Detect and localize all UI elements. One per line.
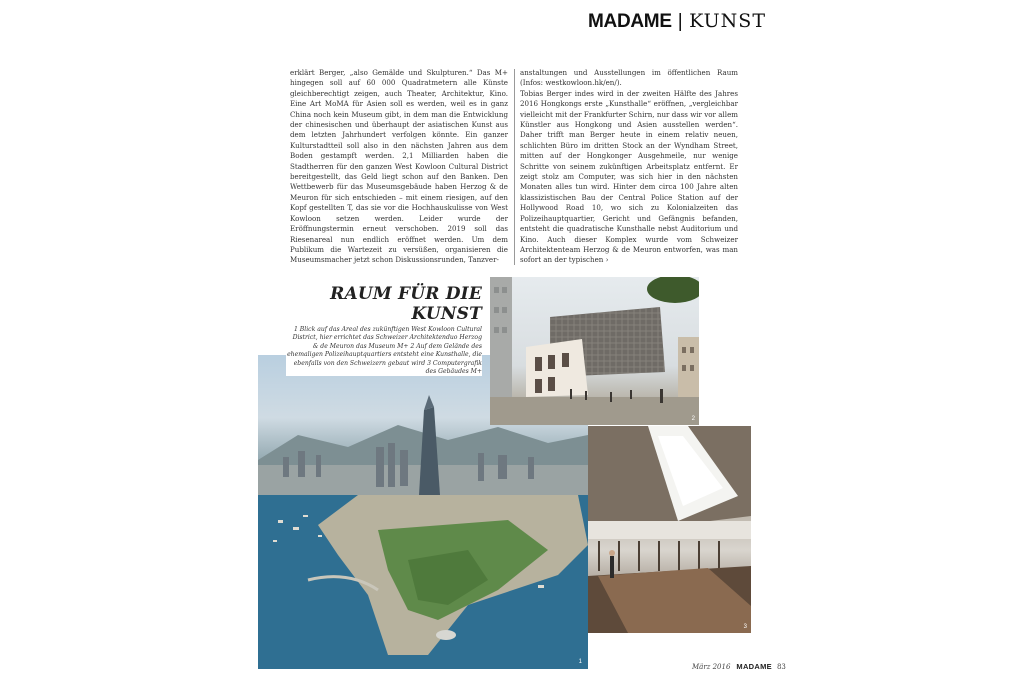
article-column-right: [520, 68, 738, 266]
magazine-section-header: [588, 10, 766, 33]
feature-caption-box: [286, 284, 482, 376]
page-footer: [692, 662, 786, 671]
article-paragraph: anstaltungen und Ausstellungen im öffentlichen Raum (Infos: westkowloon.hk/en/).: [520, 68, 738, 88]
image-caption: 1 Blick auf das Areal des zukünftigen West Kowloon Cultural District, hier errichtet das Schweizer Architektenduo Herzog & de Meuron das Museum M+ 2 Auf dem Gelände des ehemaligen Polizeihauptquartiers entsteht eine Kunsthalle, die ebenfalls von den Schweizern gebaut wird 3 Computergrafik des Gebäudes M+: [287, 326, 482, 376]
column-divider: [514, 69, 515, 265]
footer-magazine-name: MADAME: [736, 662, 772, 671]
m-plus-interior-rendering: [588, 426, 751, 633]
kunsthalle-rendering-graphic: [490, 277, 699, 425]
figure-number-3: 3: [743, 624, 747, 630]
page-number: 83: [776, 663, 786, 671]
article-paragraph: erklärt Berger, „also Gemälde und Skulpturen.“ Das M+ hingegen soll auf 60 000 Quadratmetern alle Künste gleichberechtigt zeigen, auch Theater, Architektur, Kino. Eine Art MoMA für Asien soll es werden, weil es in ganz China noch kein Museum gibt, in dem man die Entwicklung der chinesischen und überhaupt der asiatischen Kunst aus dem letzten Jahrhundert verfolgen könnte. Ein ganzer Kulturstadtteil soll also in den nächsten Jahren aus dem Boden gestampft werden. 2,1 Milliarden haben die Stadtherren für den ganzen West Kowloon Cultural District bereitgestellt, das Geld liegt schon auf den Banken. Den Wettbewerb für das Museumsgebäude haben Herzog & de Meuron für sich entschieden – mit einem riesigen, auf den Kopf gestellten T, das sie vor die Hochhauskulisse von West Kowloon setzen werden. Leider wurde der Eröffnungstermin erneut verschoben. 2019 soll das Riesenareal nun endlich eröffnet werden. Um dem Publikum die Wartezeit zu versüßen, organisieren die Museumsmacher jetzt schon Diskussionsrunden, Tanzver-: [290, 68, 508, 265]
feature-headline: RAUM FÜR DIE KUNST: [330, 284, 482, 324]
figure-number-1: 1: [578, 659, 582, 665]
police-station-kunsthalle-photo: [490, 277, 699, 425]
article-paragraph: Tobias Berger indes wird in der zweiten Hälfte des Jahres 2016 Hongkongs erste „Kunsthalle“ eröffnen, „vergleichbar vielleicht mit der Frankfurter Schirn, nur dass wir vor allem Künstler aus Hongkong und Asien ausstellen werden“. Daher trifft man Berger heute in einem relativ neuen, schlichten Büro im dritten Stock an der Wyndham Street, mitten auf der Hongkonger Ausgehmeile, nur wenige Schritte von seinem zukünftigen Arbeitsplatz entfernt. Er zeigt stolz am Computer, was sich hier in den nächsten Monaten alles tun wird. Hinter dem circa 100 Jahre alten klassizistischen Bau der Central Police Station auf der Hollywood Road 10, wo sich zu Kolonialzeiten das Polizeihauptquartier, Gericht und Gefängnis befanden, entsteht die quadratische Kunsthalle nebst Auditorium und Kino. Auch dieser Komplex wurde vom Schweizer Architektenteam Herzog & de Meuron entworfen, was man sofort an der typischen ›: [520, 88, 738, 265]
section-name: KUNST: [689, 10, 766, 32]
header-separator: |: [677, 11, 684, 32]
m-plus-interior-graphic: [588, 426, 751, 633]
issue-date: März 2016: [692, 663, 731, 671]
figure-number-2: 2: [691, 416, 695, 422]
article-column-left: [290, 68, 508, 266]
magazine-name: MADAME: [588, 11, 672, 32]
